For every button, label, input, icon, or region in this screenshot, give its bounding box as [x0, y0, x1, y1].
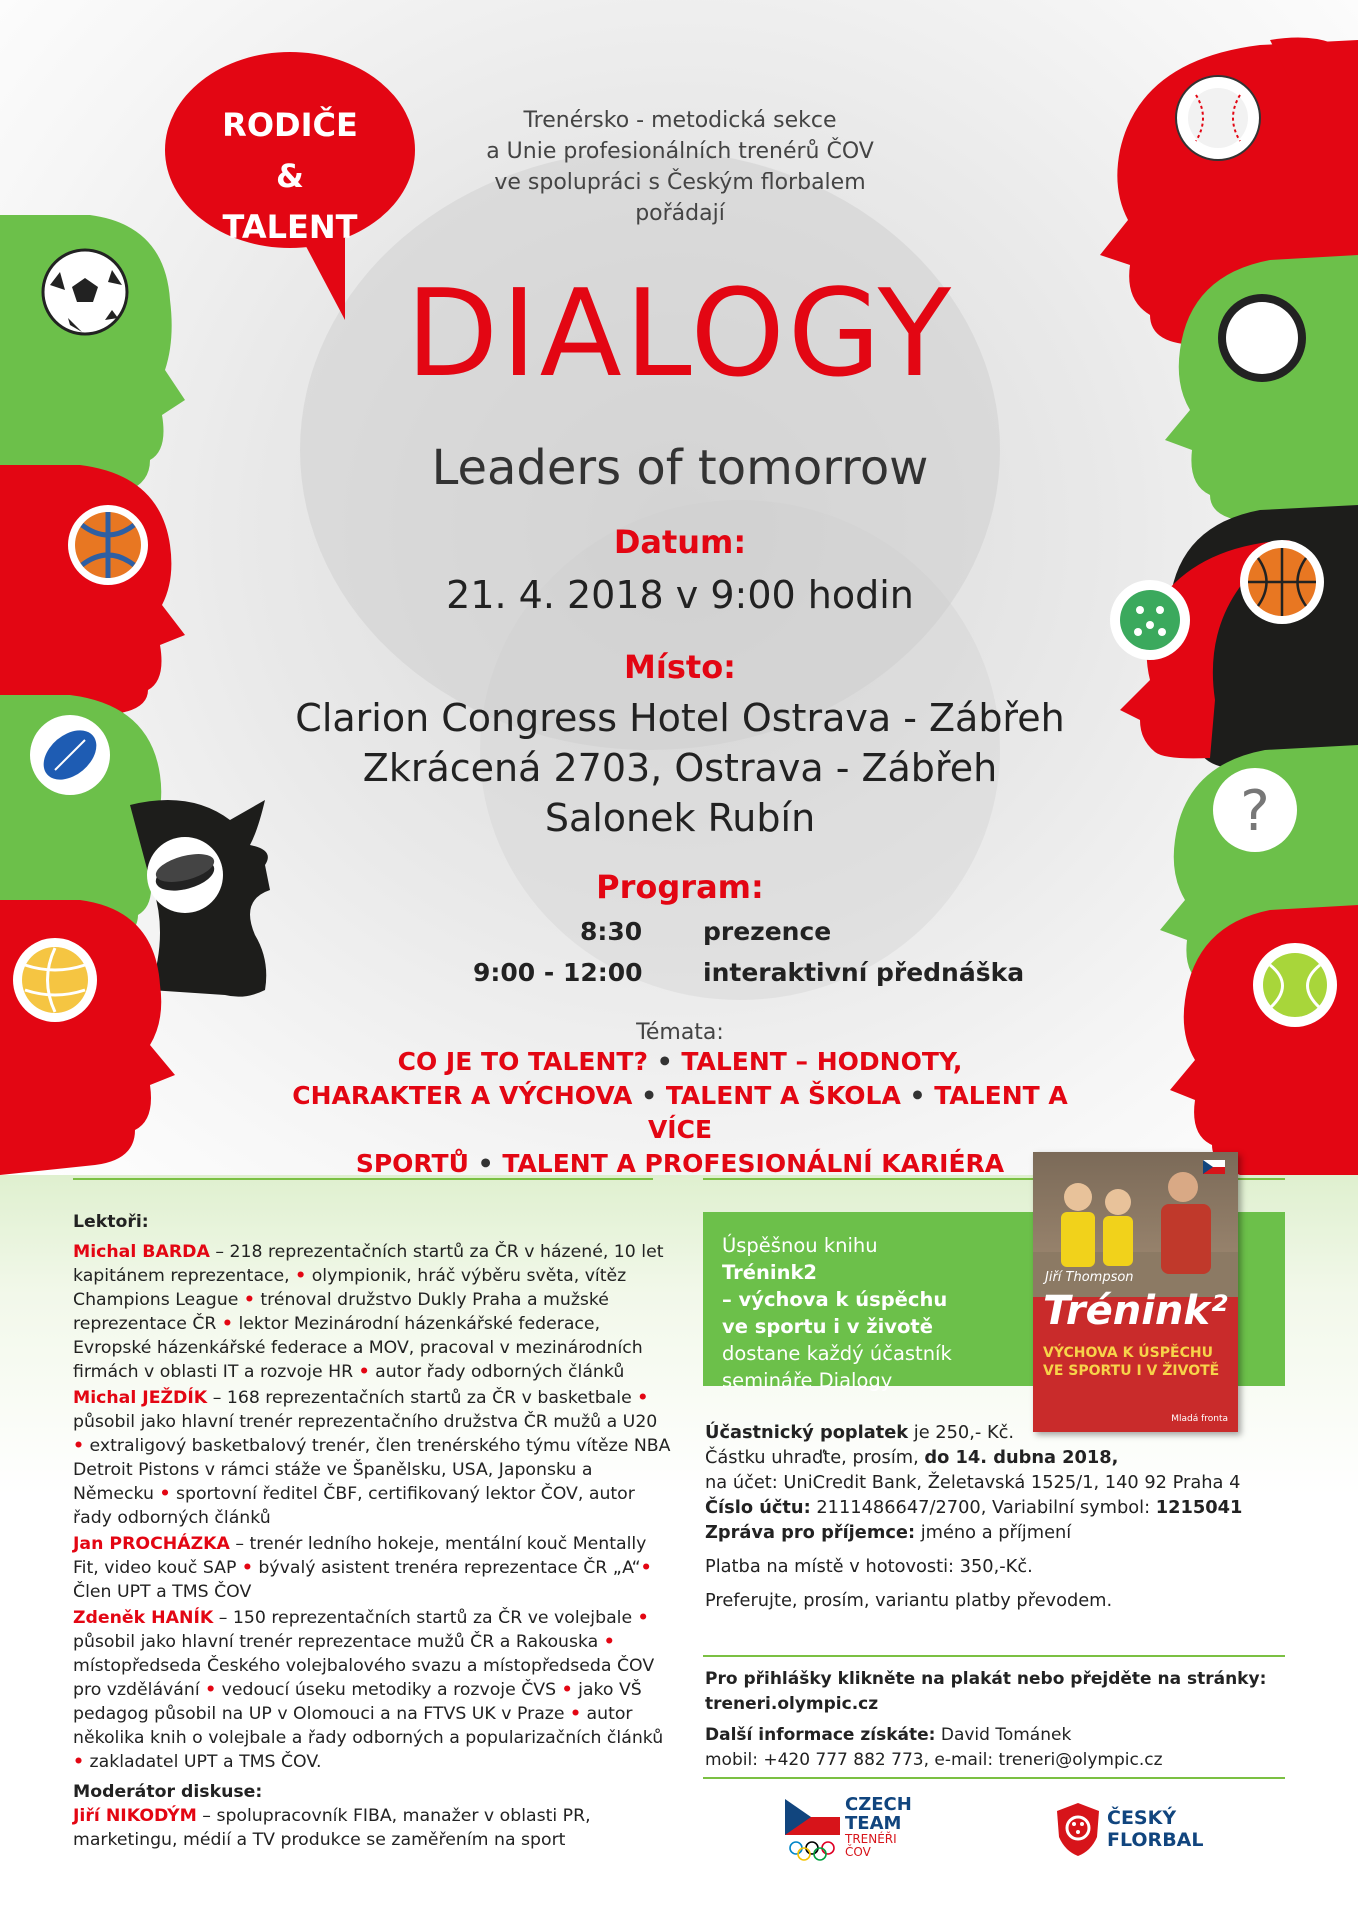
- lecturer-name: Michal BARDA: [73, 1242, 210, 1262]
- volleyball-icon: [13, 938, 97, 1022]
- message-value: jméno a příjmení: [915, 1522, 1072, 1543]
- contact-details: mobil: +420 777 882 773, e-mail: treneri@olympic.cz: [705, 1750, 1163, 1770]
- program-item: prezence: [703, 917, 832, 946]
- program-item: interaktivní přednáška: [703, 958, 1025, 987]
- bubble-line: &: [276, 157, 304, 195]
- place-label: Místo:: [624, 648, 736, 686]
- soccer-ball-icon: [43, 250, 127, 334]
- logo-text: ČESKÝ: [1107, 1807, 1177, 1829]
- floorball-icon: [1110, 580, 1190, 660]
- event-subtitle: Leaders of tomorrow: [431, 440, 929, 496]
- event-title: DIALOGY: [405, 265, 955, 404]
- fee-label: Účastnický poplatek: [705, 1422, 909, 1443]
- czech-flag-icon: [785, 1799, 840, 1835]
- book-promo-text: [722, 1232, 1022, 1394]
- florbal-shield-icon: [1055, 1801, 1101, 1857]
- promo-line: semináře Dialogy: [722, 1369, 893, 1392]
- topics-label: Témata:: [636, 1020, 724, 1045]
- account-number: 2111486647/2700, Variabilní symbol:: [810, 1497, 1156, 1518]
- tennis-ball-icon: [1253, 943, 1337, 1027]
- cesky-florbal-logo: [1055, 1797, 1205, 1862]
- lecturer-bio: – 218 reprezentačních startů za ČR v házené, 10 let kapitánem reprezentace, • olympionik, hráč výběru světa, vítěz Champions League • trénoval družstvo Dukly Praha a mužské reprezentace ČR • lektor Mezinárodní házenkářské federace, Evropské házenkářské federace a MOV, pracoval v mezinárodních firmách v oblasti IT a rozvoje HR • autor řady odborných článků: [73, 1242, 664, 1382]
- cash-payment: Platba na místě v hotovosti: 350,-Kč.: [705, 1556, 1033, 1577]
- book-title: Trénink²: [1043, 1288, 1228, 1334]
- golf-ball-icon: [1218, 294, 1306, 382]
- lecturer-bio: – trenér ledního hokeje, mentální kouč Mentally Fit, video kouč SAP • bývalý asistent trenéra reprezentace ČR „A“• Člen UPT a TMS ČOV: [73, 1534, 652, 1602]
- program-label: Program:: [596, 868, 764, 906]
- moderator-heading: Moderátor diskuse:: [73, 1782, 263, 1802]
- czech-team-logo: [785, 1795, 925, 1865]
- message-label: Zpráva pro příjemce:: [705, 1522, 916, 1543]
- svg-text:?: ?: [1240, 779, 1270, 844]
- promo-book-name: Trénink2: [722, 1261, 817, 1284]
- lecturer-name: Zdeněk HANÍK: [73, 1608, 214, 1628]
- organizer-line: pořádají: [635, 201, 725, 226]
- payment-info: [705, 1420, 1285, 1613]
- logo-text: TEAM: [845, 1813, 902, 1834]
- pay-text: Částku uhraďte, prosím,: [705, 1447, 925, 1468]
- logo-text: TRENÉŘI: [845, 1832, 897, 1846]
- lecturer-entry: [73, 1386, 673, 1530]
- book-publisher: Mladá fronta: [1171, 1414, 1228, 1424]
- book-cover[interactable]: [1033, 1152, 1238, 1432]
- organizers: [440, 105, 920, 229]
- lecturer-name: Michal JEŽDÍK: [73, 1388, 208, 1408]
- lecturer-entry: [73, 1240, 673, 1384]
- topic: TALENT A ŠKOLA: [665, 1081, 901, 1110]
- lecturer-bio: – 168 reprezentačních startů za ČR v basketbale • působil jako hlavní trenér reprezentačního družstva ČR mužů a U20 • extraligový basketbalový trenér, člen trenérského týmu vítěze NBA Detroit Pistons v rámci stáže ve Španělsku, USA, Japonsku a Německu • sportovní ředitel ČBF, certifikovaný lektor ČOV, autor řady odborných článků: [73, 1388, 671, 1528]
- divider: [73, 1178, 653, 1180]
- topic: TALENT A VÍCE: [647, 1081, 1068, 1144]
- place-line: Salonek Rubín: [544, 796, 816, 840]
- hockey-puck-icon: [147, 837, 223, 913]
- baseball-icon: [1176, 76, 1260, 160]
- info-label: Další informace získáte:: [705, 1725, 936, 1745]
- topics-list: CO JE TO TALENT? • TALENT – HODNOTY, CHARAKTER A VÝCHOVA • TALENT A ŠKOLA • TALENT A VÍCE SPORTŮ • TALENT A PROFESIONÁLNÍ KARIÉRA: [270, 1045, 1090, 1175]
- program-time: 9:00 - 12:00: [473, 958, 643, 987]
- logo-text: FLORBAL: [1107, 1829, 1204, 1851]
- place-value: [250, 693, 1110, 843]
- question-mark-icon: [1213, 768, 1297, 852]
- topic: CHARAKTER A VÝCHOVA: [292, 1081, 633, 1110]
- divider: [703, 1655, 1285, 1657]
- pay-deadline: do 14. dubna 2018,: [924, 1447, 1119, 1468]
- place-line: Zkrácená 2703, Ostrava - Zábřeh: [362, 746, 998, 790]
- olympic-rings-icon: [788, 1841, 836, 1861]
- promo-line: dostane každý účastník: [722, 1342, 952, 1365]
- book-author: Jiří Thompson: [1045, 1270, 1134, 1285]
- registration-text: Pro přihlášky klikněte na plakát nebo přejděte na stránky:: [705, 1669, 1267, 1689]
- organizer-line: a Unie profesionálních trenérů ČOV: [486, 139, 874, 164]
- promo-line: – výchova k úspěchu: [722, 1288, 948, 1311]
- handball-icon: [68, 505, 148, 585]
- logo-text: ČOV: [845, 1845, 871, 1859]
- lecturer-name: Jan PROCHÁZKA: [73, 1534, 230, 1554]
- registration-link[interactable]: treneri.olympic.cz: [705, 1694, 879, 1714]
- promo-text: Úspěšnou knihu: [722, 1234, 878, 1257]
- moderator-entry: [73, 1804, 673, 1852]
- topic: TALENT – HODNOTY,: [681, 1047, 963, 1076]
- book-subtitle: VÝCHOVA K ÚSPĚCHU VE SPORTU I V ŽIVOTĚ: [1043, 1345, 1220, 1379]
- topic: CO JE TO TALENT?: [397, 1047, 648, 1076]
- variable-symbol: 1215041: [1155, 1497, 1243, 1518]
- fee-value: je 250,- Kč.: [908, 1422, 1015, 1443]
- logo-text: CZECH: [845, 1794, 912, 1815]
- place-line: Clarion Congress Hotel Ostrava - Zábřeh: [295, 696, 1065, 740]
- organizer-line: ve spolupráci s Českým florbalem: [494, 170, 866, 195]
- info-person: David Tománek: [935, 1725, 1072, 1745]
- program-time: 8:30: [580, 917, 643, 946]
- lecturer-entry: [73, 1606, 673, 1774]
- date-value: 21. 4. 2018 v 9:00 hodin: [446, 573, 914, 617]
- bubble-line: RODIČE: [222, 106, 358, 144]
- basketball-icon: [1240, 540, 1324, 624]
- organizer-line: Trenérsko - metodická sekce: [523, 108, 837, 133]
- payment-preference: Preferujte, prosím, variantu platby převodem.: [705, 1590, 1113, 1611]
- topic: SPORTŮ: [355, 1149, 469, 1175]
- date-label: Datum:: [613, 523, 747, 561]
- topic: TALENT A PROFESIONÁLNÍ KARIÉRA: [502, 1149, 1005, 1175]
- account-number-label: Číslo účtu:: [705, 1497, 811, 1518]
- lecturer-entry: [73, 1532, 673, 1604]
- moderator-bio: – spolupracovník FIBA, manažer v oblasti PR, marketingu, médií a TV produkce se zaměřením na sport: [73, 1806, 591, 1850]
- lecturer-bio: – 150 reprezentačních startů za ČR ve volejbale • působil jako hlavní trenér reprezentace mužů ČR a Rakouska • místopředseda Českého volejbalového svazu a místopředseda ČOV pro vzdělávání • vedoucí úseku metodiky a rozvoje ČVS • jako VŠ pedagog působil na UP v Olomouci a na FTVS UK v Praze • autor několika knih o volejbale a řady odborných a popularizačních článků • zakladatel UPT a TMS ČOV.: [73, 1608, 664, 1772]
- rugby-ball-icon: [30, 715, 110, 795]
- lecturers-heading: Lektoři:: [73, 1212, 149, 1232]
- moderator-name: Jiří NIKODÝM: [73, 1806, 197, 1826]
- bubble-line: TALENT: [222, 208, 358, 246]
- bank-account: na účet: UniCredit Bank, Želetavská 1525/1, 140 92 Praha 4: [705, 1472, 1241, 1493]
- promo-line: ve sportu i v životě: [722, 1315, 933, 1338]
- bubble-title: [165, 100, 415, 253]
- lecturers: [73, 1210, 673, 1852]
- registration-info: [705, 1667, 1285, 1773]
- divider: [703, 1777, 1285, 1779]
